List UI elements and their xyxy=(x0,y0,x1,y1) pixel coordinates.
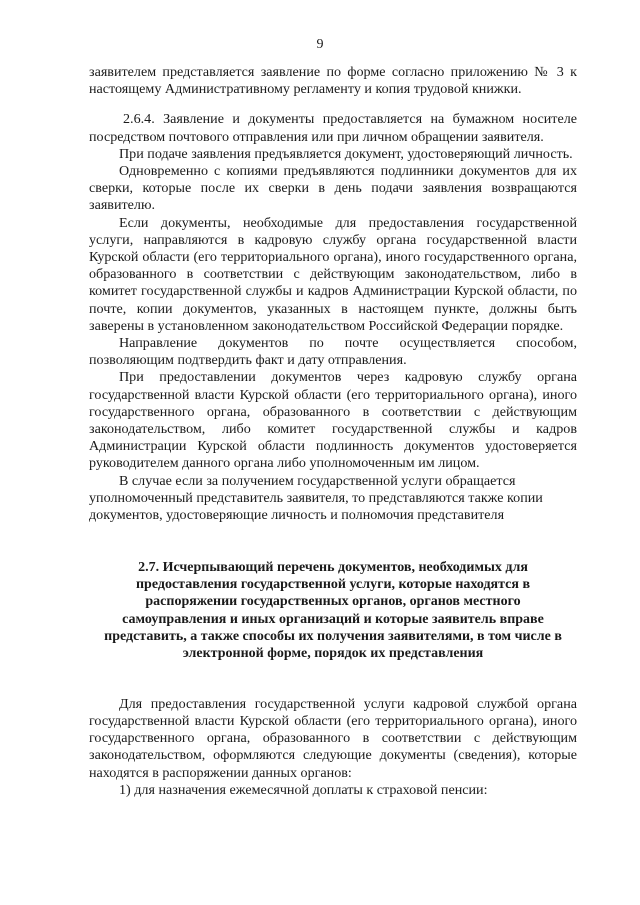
paragraph: 2.6.4. Заявление и документы предоставляется на бумажном носителе посредством почтового отправления или при личном обращении заявителя. xyxy=(89,111,577,145)
paragraph: Направление документов по почте осуществляется способом, позволяющим подтвердить факт и дату отправления. xyxy=(89,335,577,369)
section-heading: 2.7. Исчерпывающий перечень документов, необходимых для предоставления государственной услуги, которые находятся в распоряжении государственных органов, органов местного самоуправления и иных организаций и которые заявитель вправе представить, а также способы их получения заявителями, в том числе в электронной форме, порядок их представления xyxy=(104,560,562,661)
paragraph: Одновременно с копиями предъявляются подлинники документов для их сверки, которые после их сверки в день подачи заявления возвращаются заявителю. xyxy=(89,163,577,214)
paragraph: В случае если за получением государственной услуги обращается уполномоченный представитель заявителя, то представляются также копии документов, удостоверяющие личность и полномочия представителя xyxy=(89,472,543,524)
paragraph: При предоставлении документов через кадровую службу органа государственной власти Курской области (его территориального органа), иного государственного органа, образованного в соответствии с действующим законодательством, либо комитет государственной службы и кадров Администрации Курской области подлинность документов удостоверяется руководителем данного органа либо уполномоченным им лицом. xyxy=(89,369,577,472)
paragraph: Для предоставления государственной услуги кадровой службой органа государственной власти Курской области (его территориального органа), иного государственного органа, образованного в соответствии с действующим законодательством, оформляются следующие документы (сведения), которые находятся в распоряжении данных органов: xyxy=(89,695,577,781)
paragraph: Если документы, необходимые для предоставления государственной услуги, направляются в кадровую службу органа государственной власти Курской области (его территориального органа), иного государственного органа, образованного в соответствии с действующим законодательством, либо в комитет государственной службы и кадров Администрации Курской области, по почте, копии документов, указанных в настоящем пункте, должны быть заверены в установленном законодательством Российской Федерации порядке. xyxy=(89,214,577,334)
paragraph: заявителем представляется заявление по форме согласно приложению № 3 к настоящему Административному регламенту и копия трудовой книжки. xyxy=(89,64,577,98)
paragraph: 1) для назначения ежемесячной доплаты к страховой пенсии: xyxy=(119,781,488,798)
paragraphs-after xyxy=(89,696,577,799)
paragraph: При подаче заявления предъявляется документ, удостоверяющий личность. xyxy=(119,145,573,162)
paragraphs-before xyxy=(89,64,577,524)
body-text xyxy=(89,64,577,799)
page-number: 9 xyxy=(316,37,324,52)
